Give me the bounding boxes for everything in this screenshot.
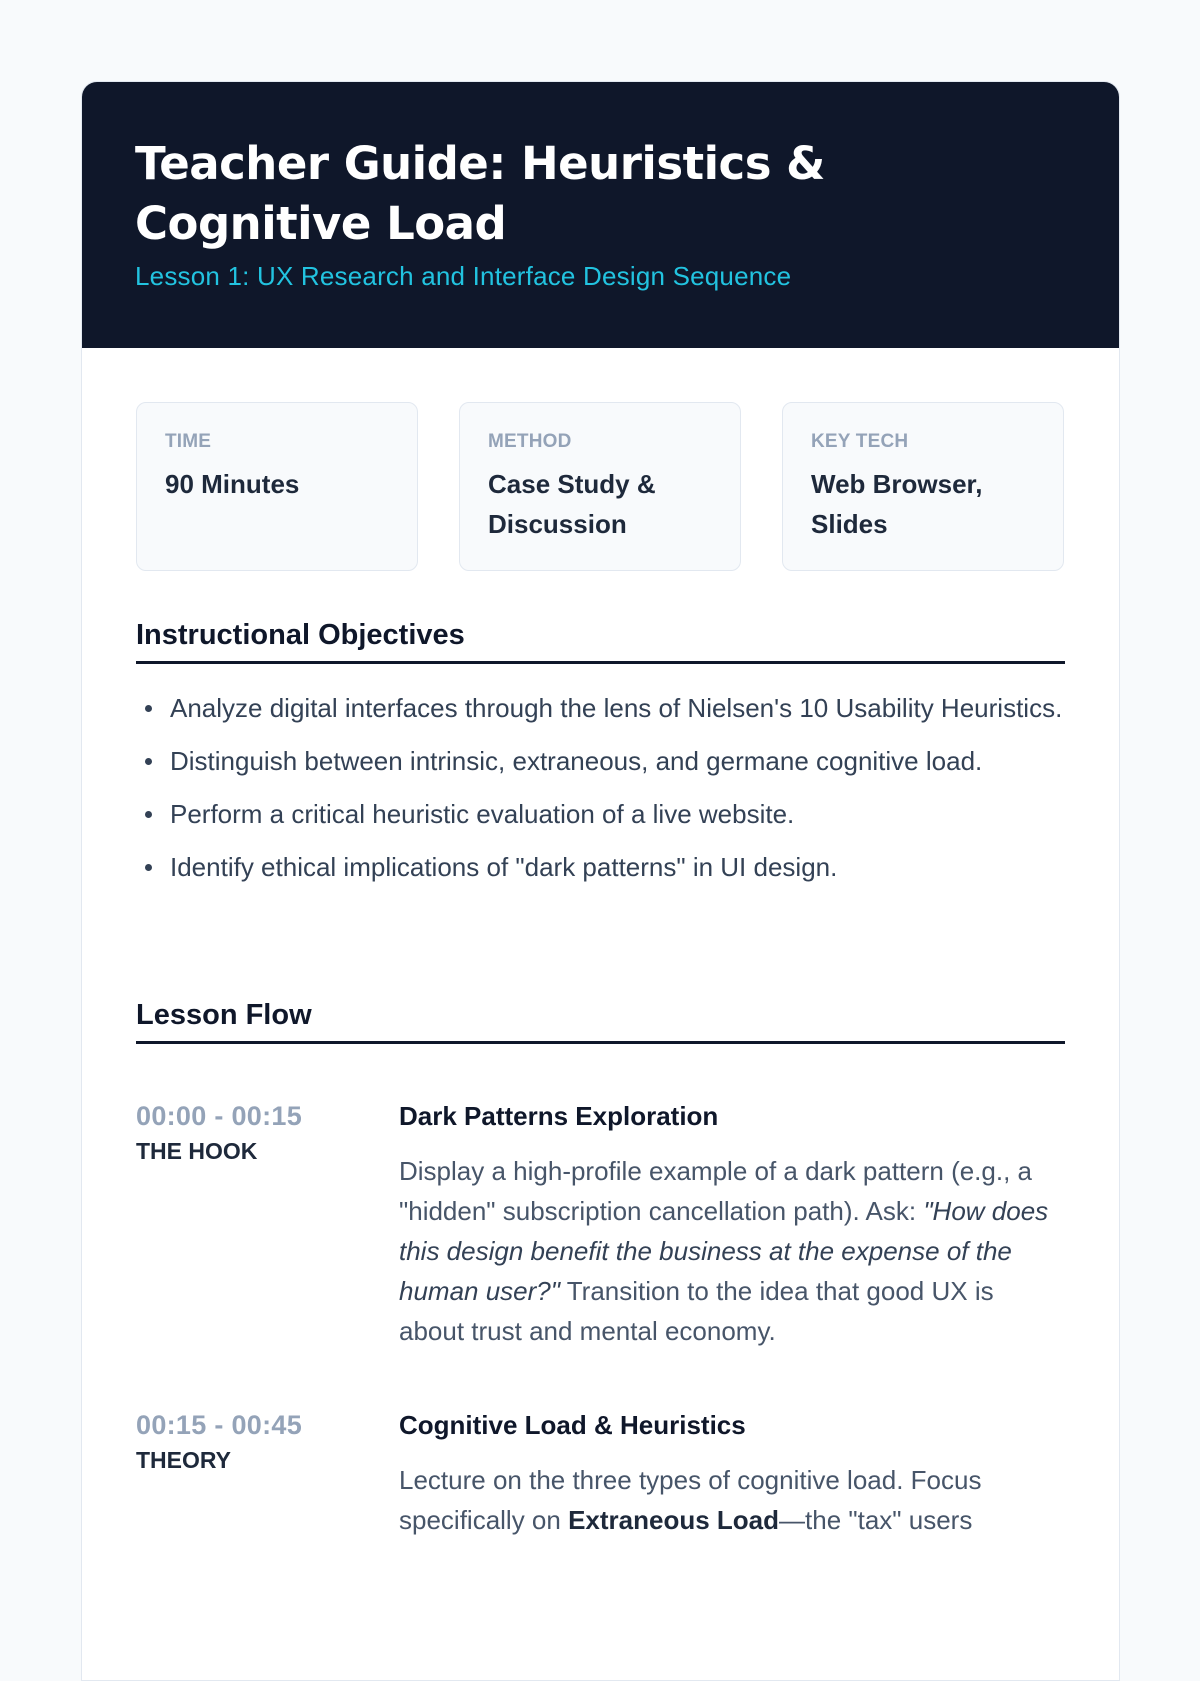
- objective-item: Analyze digital interfaces through the lens of Nielsen's 10 Usability Heuristics.: [136, 688, 1065, 728]
- meta-value: Web Browser, Slides: [811, 469, 983, 539]
- flow-phase: THE HOOK: [136, 1138, 258, 1164]
- meta-label: KEY TECH: [811, 431, 909, 452]
- lesson-flow-section: [136, 997, 1065, 1540]
- flow-body: [399, 1098, 1049, 1351]
- meta-row: [136, 402, 1065, 571]
- meta-label: METHOD: [488, 431, 572, 452]
- objective-item: Distinguish between intrinsic, extraneous, and germane cognitive load.: [136, 741, 1065, 781]
- objectives-section: [136, 617, 1065, 887]
- flow-time: 00:00 - 00:15: [136, 1101, 303, 1131]
- teacher-guide-card: [81, 81, 1120, 1681]
- flow-body: [399, 1407, 1049, 1540]
- flow-heading: Dark Patterns Exploration: [399, 1101, 719, 1131]
- objective-item: Perform a critical heuristic evaluation of a live website.: [136, 794, 1065, 834]
- flow-desc-text: —the "tax" users: [779, 1505, 973, 1535]
- meta-value: 90 Minutes: [165, 469, 300, 499]
- flow-item-hook: [136, 1098, 1065, 1351]
- flow-desc-text: Lecture on the three types of cognitive load. Focus specifically on: [399, 1465, 982, 1535]
- flow-desc-text: Transition to the idea that good UX is about trust and mental economy.: [399, 1276, 994, 1346]
- meta-label: TIME: [165, 431, 212, 452]
- objective-item: Identify ethical implications of "dark patterns" in UI design.: [136, 847, 1065, 887]
- flow-item-theory: [136, 1407, 1065, 1540]
- flow-desc-emphasis: Extraneous Load: [568, 1505, 780, 1535]
- meta-value: Case Study & Discussion: [488, 469, 656, 539]
- page-subtitle: Lesson 1: UX Research and Interface Design Sequence: [135, 261, 792, 291]
- flow-phase: THEORY: [136, 1447, 231, 1473]
- page-title: Teacher Guide: Heuristics & Cognitive Load: [135, 137, 825, 250]
- flow-desc-question: "How does this design benefit the business at the expense of the human user?": [399, 1196, 1049, 1306]
- flow-desc-text: Display a high-profile example of a dark pattern (e.g., a "hidden" subscription cancellation path). Ask:: [399, 1156, 1033, 1226]
- guide-content: [82, 348, 1119, 1540]
- flow-timing: [136, 1098, 399, 1351]
- meta-card-key-tech: [782, 402, 1064, 571]
- flow-time: 00:15 - 00:45: [136, 1410, 303, 1440]
- flow-description: [399, 1460, 1049, 1540]
- objectives-heading: Instructional Objectives: [136, 617, 1065, 664]
- meta-card-time: [136, 402, 418, 571]
- lesson-flow-heading: Lesson Flow: [136, 997, 1065, 1044]
- guide-header: [82, 82, 1119, 348]
- meta-card-method: [459, 402, 741, 571]
- flow-timing: [136, 1407, 399, 1540]
- flow-heading: Cognitive Load & Heuristics: [399, 1410, 746, 1440]
- flow-description: [399, 1151, 1049, 1351]
- objectives-list: [136, 688, 1065, 887]
